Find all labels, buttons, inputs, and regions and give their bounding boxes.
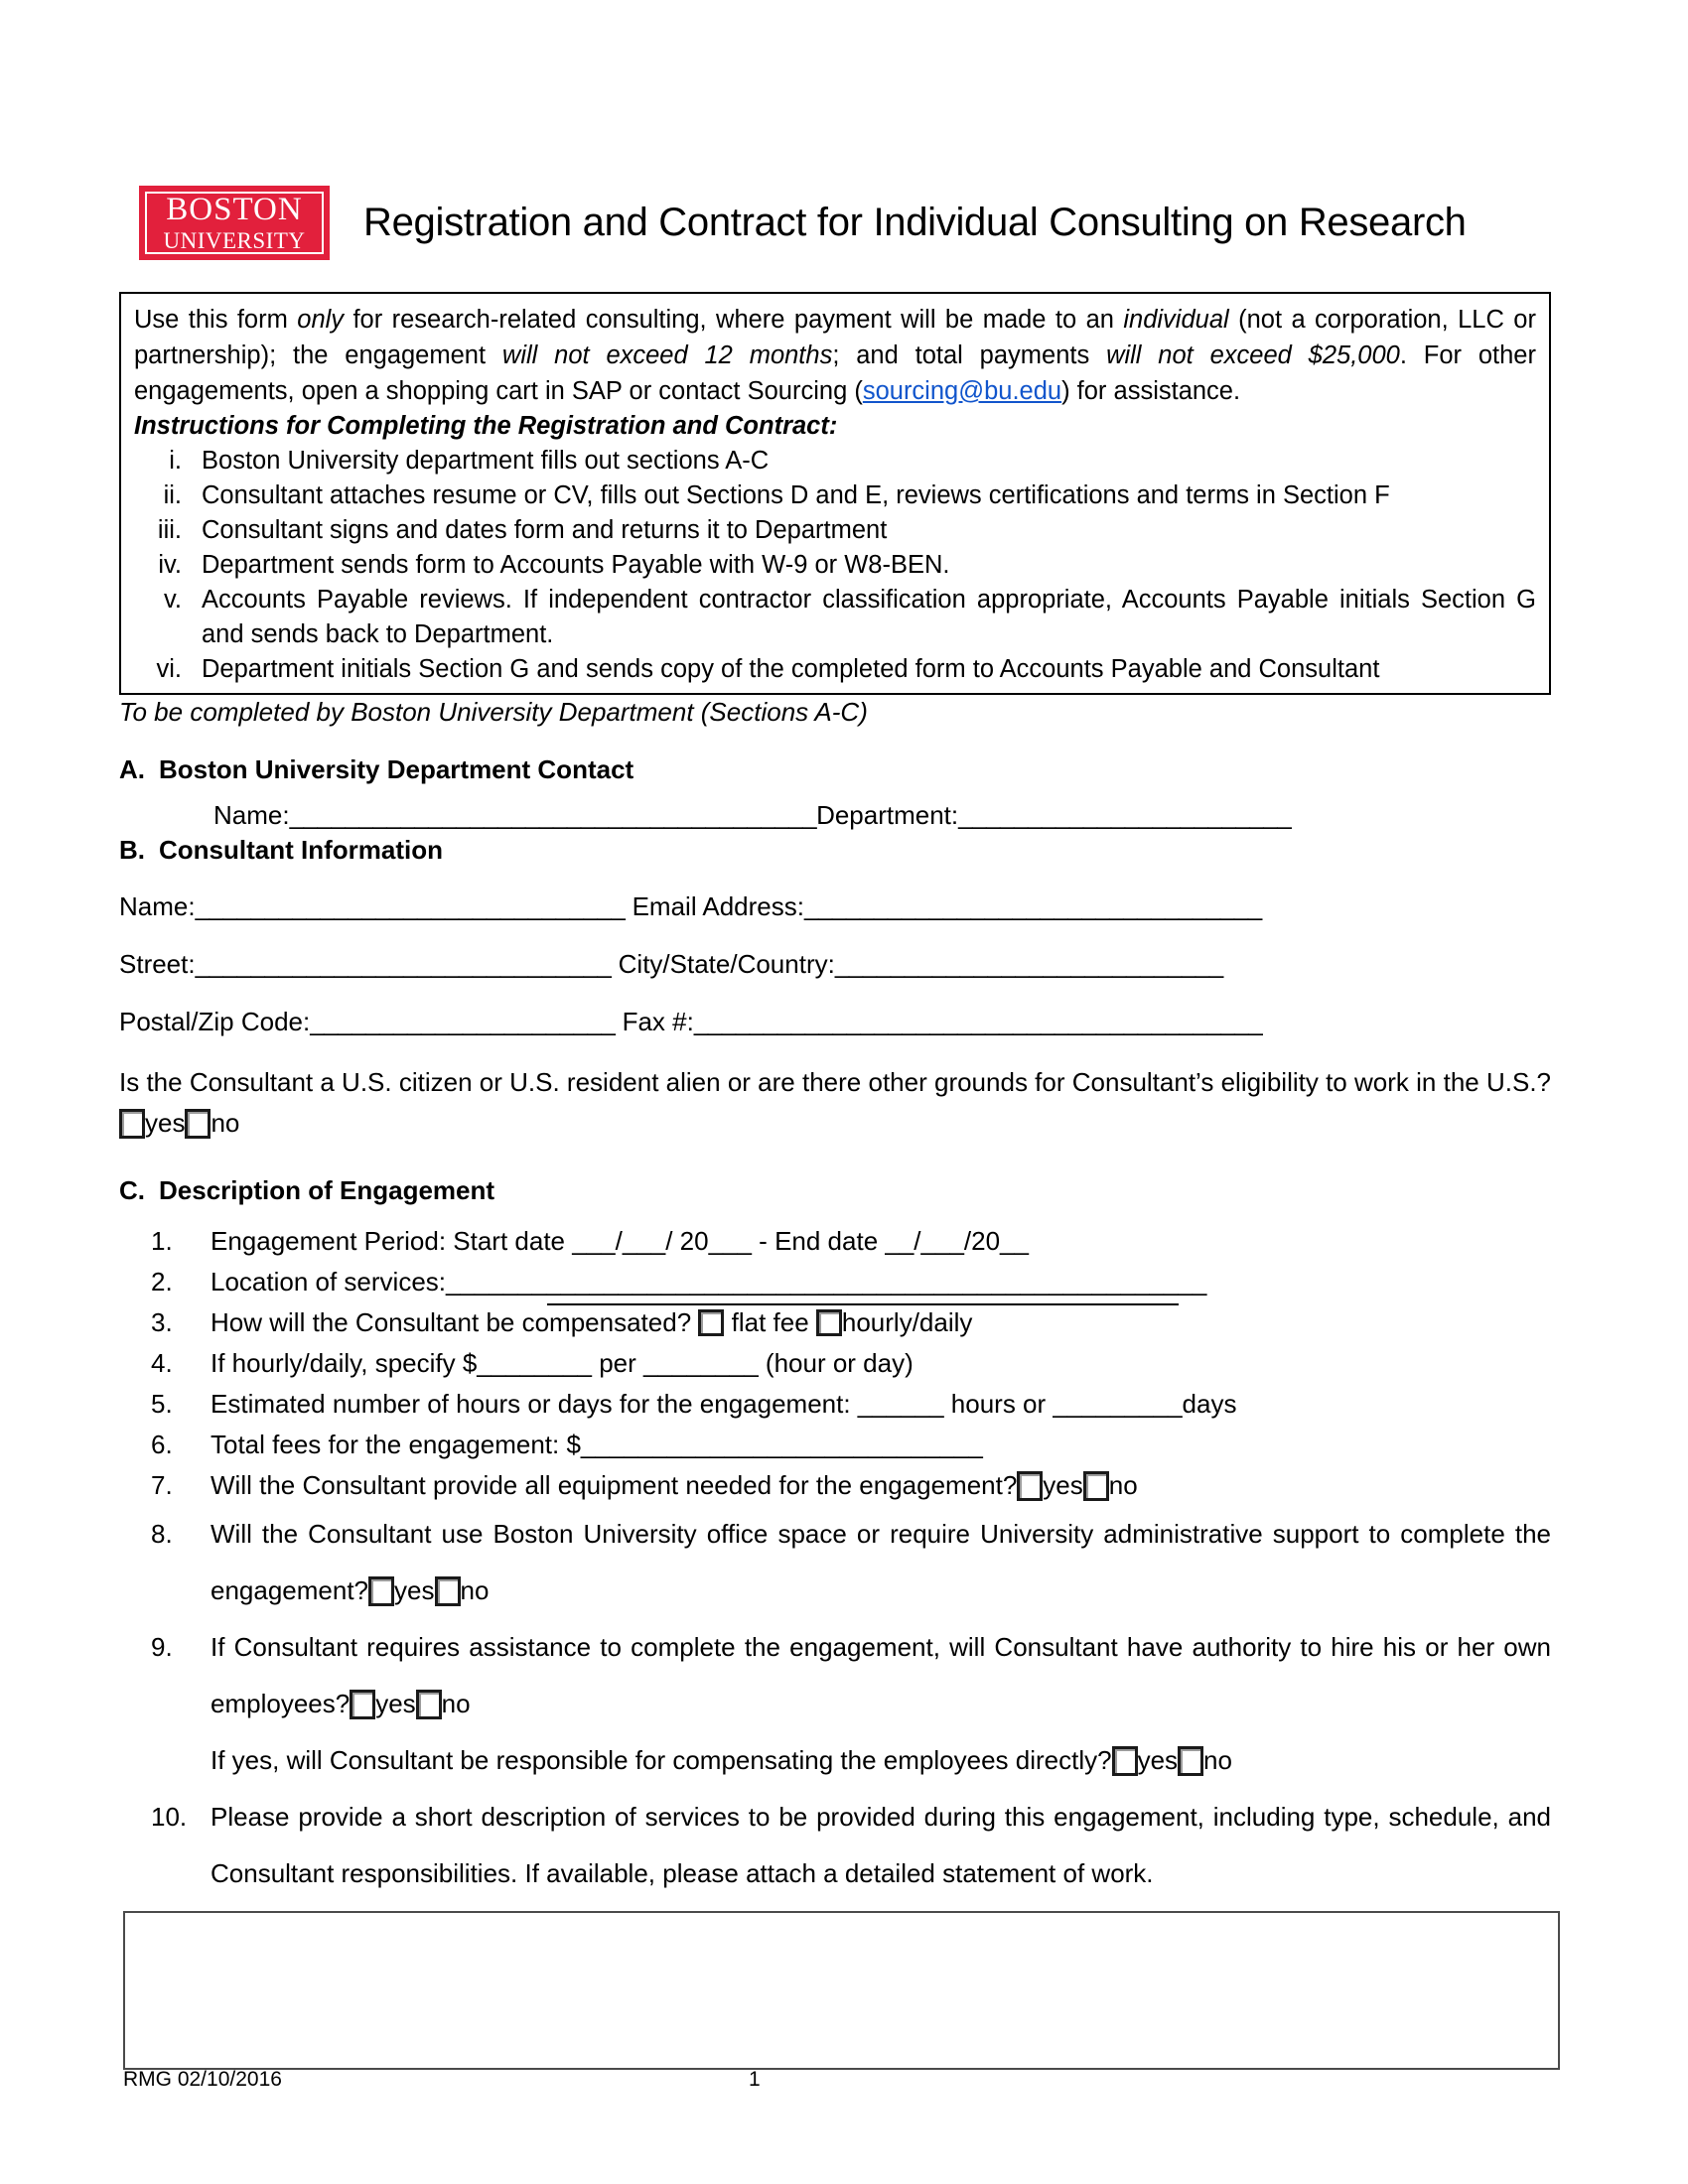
section-c-title: Description of Engagement	[159, 1175, 495, 1205]
hire-employees-yes-checkbox[interactable]	[350, 1690, 375, 1719]
instruction-step	[134, 444, 1536, 478]
equipment-question-text: Will the Consultant provide all equipment needed for the engagement?	[211, 1470, 1018, 1500]
hire-employees-no-checkbox[interactable]	[416, 1690, 442, 1719]
consultant-postal-blank[interactable]: ______________________	[310, 1007, 616, 1036]
logo-text-boston: BOSTON	[166, 191, 303, 227]
step-number: ii.	[163, 481, 182, 509]
office-space-no-checkbox[interactable]	[435, 1576, 461, 1606]
consultant-city-label: City/State/Country:	[618, 949, 835, 979]
citizenship-question	[119, 1062, 1551, 1144]
consultant-street-row	[119, 949, 1223, 980]
engagement-item-10	[151, 1789, 1551, 1902]
compensation-method-row	[211, 1302, 1551, 1343]
engagement-item-7	[151, 1465, 1551, 1506]
sourcing-email-link[interactable]: sourcing@bu.edu	[862, 377, 1062, 405]
intro-text-2: for research-related consulting, where payment will be made to an	[344, 306, 1124, 334]
step-text: Boston University department fills out sections A-C	[202, 447, 770, 475]
step-number: iii.	[157, 516, 182, 544]
hire-employees-question-row	[211, 1619, 1551, 1789]
compensating-no-checkbox[interactable]	[1178, 1746, 1203, 1776]
document-header	[139, 184, 1559, 261]
citizenship-no-label: no	[211, 1108, 240, 1138]
step-number: vi.	[156, 655, 182, 683]
consultant-postal-label: Postal/Zip Code:	[119, 1007, 311, 1036]
intro-text-5: . For other engagements, open a shopping cart in SAP or contact Sourcing (	[134, 341, 1536, 405]
contact-name-label: Name:	[213, 800, 290, 830]
intro-text-4: ; and total payments	[832, 341, 1107, 369]
consultant-fax-blank[interactable]: _________________________________________	[693, 1007, 1263, 1036]
item-number: 1.	[151, 1226, 173, 1256]
step-number: v.	[164, 586, 182, 614]
compensating-no-label: no	[1203, 1745, 1232, 1775]
instruction-steps-list	[134, 444, 1536, 687]
contact-name-blank[interactable]: ______________________________________	[289, 800, 817, 830]
intro-text-1: Use this form	[134, 306, 298, 334]
instruction-step	[134, 478, 1536, 513]
engagement-item-5	[151, 1384, 1551, 1425]
intro-emphasis-12-months: will not exceed 12 months	[501, 341, 833, 369]
compensating-followup-text: If yes, will Consultant be responsible for compensating the employees directly?	[211, 1745, 1112, 1775]
flat-fee-checkbox[interactable]	[698, 1309, 724, 1336]
engagement-item-9	[151, 1619, 1551, 1789]
engagement-item-4	[151, 1343, 1551, 1384]
hourly-daily-checkbox[interactable]	[816, 1309, 842, 1336]
consultant-street-label: Street:	[119, 949, 196, 979]
consultant-street-blank[interactable]: ______________________________	[195, 949, 612, 979]
engagement-period-text[interactable]: Engagement Period: Start date ___/___/ 20___ - End date __/___/20__	[211, 1226, 1029, 1256]
office-space-yes-checkbox[interactable]	[368, 1576, 394, 1606]
section-b-letter: B.	[119, 835, 145, 865]
consultant-email-blank[interactable]: _________________________________	[803, 891, 1262, 921]
intro-emphasis-only: only	[297, 306, 345, 334]
item-number: 2.	[151, 1267, 173, 1297]
engagement-items-list	[151, 1221, 1551, 1902]
instruction-step	[134, 652, 1536, 687]
step-text: Department initials Section G and sends copy of the completed form to Accounts Payable and Consultant	[202, 655, 1380, 683]
engagement-item-2	[151, 1262, 1551, 1302]
citizenship-yes-checkbox[interactable]	[119, 1109, 145, 1139]
engagement-item-6	[151, 1425, 1551, 1465]
citizenship-yes-label: yes	[145, 1108, 186, 1138]
hire-employees-question-text: If Consultant requires assistance to complete the engagement, will Consultant have authority to hire his or her own employees?	[211, 1632, 1551, 1718]
item-number: 6.	[151, 1430, 173, 1459]
location-of-services-rule	[547, 1303, 1179, 1305]
compensating-yes-checkbox[interactable]	[1112, 1746, 1138, 1776]
step-text: Accounts Payable reviews. If independent contractor classification appropriate, Accounts Payable initials Section G and sends back to Department.	[202, 586, 1536, 648]
item-number: 7.	[151, 1470, 173, 1500]
section-a-letter: A.	[119, 754, 145, 784]
equipment-no-label: no	[1108, 1470, 1138, 1500]
logo-text-university: UNIVERSITY	[163, 227, 306, 253]
engagement-item-8	[151, 1506, 1551, 1619]
footer-revision: RMG 02/10/2016	[123, 2068, 282, 2091]
consultant-email-label: Email Address:	[632, 891, 804, 921]
intro-emphasis-25000: will not exceed $25,000	[1106, 341, 1400, 369]
step-text: Department sends form to Accounts Payable with W-9 or W8-BEN.	[202, 551, 950, 579]
step-text: Consultant attaches resume or CV, fills out Sections D and E, reviews certifications and terms in Section F	[202, 481, 1390, 509]
location-of-services-text[interactable]: Location of services:_____________________________________________________	[211, 1267, 1207, 1297]
footer-page-number: 1	[749, 2068, 761, 2091]
consultant-fax-label: Fax #:	[622, 1007, 694, 1036]
office-space-question-row	[211, 1506, 1551, 1619]
section-a-heading	[119, 754, 633, 785]
instruction-step	[134, 583, 1536, 652]
consultant-name-blank[interactable]: _______________________________	[195, 891, 626, 921]
hire-employees-no-label: no	[441, 1689, 471, 1718]
instruction-step	[134, 548, 1536, 583]
instructions-intro-paragraph	[134, 302, 1536, 409]
instruction-step	[134, 513, 1536, 548]
consultant-name-label: Name:	[119, 891, 196, 921]
item-number: 5.	[151, 1389, 173, 1419]
section-b-title: Consultant Information	[159, 835, 443, 865]
contact-department-blank[interactable]: ________________________	[958, 800, 1292, 830]
item-number: 8.	[151, 1519, 173, 1549]
estimated-hours-text[interactable]: Estimated number of hours or days for the engagement: ______ hours or _________days	[211, 1389, 1237, 1419]
step-text: Consultant signs and dates form and returns it to Department	[202, 516, 888, 544]
step-number: iv.	[158, 551, 182, 579]
flat-fee-label: flat fee	[724, 1307, 816, 1337]
page-title: Registration and Contract for Individual Consulting on Research	[363, 200, 1467, 244]
citizenship-no-checkbox[interactable]	[185, 1109, 211, 1139]
consultant-name-row	[119, 891, 1262, 922]
completed-by-note: To be completed by Boston University Department (Sections A-C)	[119, 697, 868, 727]
citizenship-question-text: Is the Consultant a U.S. citizen or U.S. resident alien or are there other grounds for Consultant’s eligibility to work in the U.S.?	[119, 1067, 1551, 1097]
consultant-postal-row	[119, 1007, 1262, 1037]
engagement-item-1	[151, 1221, 1551, 1262]
intro-emphasis-individual: individual	[1123, 306, 1229, 334]
item-number: 3.	[151, 1307, 173, 1337]
boston-university-logo	[139, 186, 330, 260]
intro-text-3: (not a corporation, LLC or partnership); the engagement	[134, 306, 1536, 369]
department-contact-fields	[213, 800, 1291, 831]
item-number: 4.	[151, 1348, 173, 1378]
office-space-question-text: Will the Consultant use Boston University office space or require University administrative support to complete the engagement?	[211, 1519, 1551, 1605]
compensation-question-text: How will the Consultant be compensated?	[211, 1307, 699, 1337]
equipment-yes-label: yes	[1043, 1470, 1083, 1500]
hourly-rate-text[interactable]: If hourly/daily, specify $________ per ________ (hour or day)	[211, 1348, 914, 1378]
description-of-services-textbox[interactable]	[123, 1911, 1560, 2070]
instructions-box	[119, 292, 1551, 695]
section-a-title: Boston University Department Contact	[159, 754, 634, 784]
engagement-item-3	[151, 1302, 1551, 1343]
equipment-question-row	[211, 1465, 1551, 1506]
item-number: 9.	[151, 1632, 173, 1662]
instructions-subheading: Instructions for Completing the Registration and Contract:	[134, 412, 838, 440]
consultant-city-blank[interactable]: ____________________________	[834, 949, 1223, 979]
section-c-heading	[119, 1175, 494, 1206]
office-space-yes-label: yes	[394, 1575, 435, 1605]
section-c-letter: C.	[119, 1175, 145, 1205]
office-space-no-label: no	[460, 1575, 490, 1605]
description-of-services-text: Please provide a short description of services to be provided during this engagement, including type, schedule, and Consultant responsibilities. If available, please attach a detailed statement of work.	[211, 1802, 1551, 1888]
intro-text-6: ) for assistance.	[1061, 377, 1241, 405]
hourly-daily-label: hourly/daily	[841, 1307, 973, 1337]
equipment-no-checkbox[interactable]	[1083, 1471, 1109, 1501]
step-number: i.	[169, 447, 182, 475]
item-number: 10.	[151, 1802, 188, 1832]
compensating-yes-label: yes	[1137, 1745, 1179, 1775]
hire-employees-yes-label: yes	[375, 1689, 416, 1718]
total-fees-text[interactable]: Total fees for the engagement: $____________________________	[211, 1430, 983, 1459]
contact-department-label: Department:	[816, 800, 959, 830]
section-b-heading	[119, 835, 443, 866]
equipment-yes-checkbox[interactable]	[1017, 1471, 1043, 1501]
